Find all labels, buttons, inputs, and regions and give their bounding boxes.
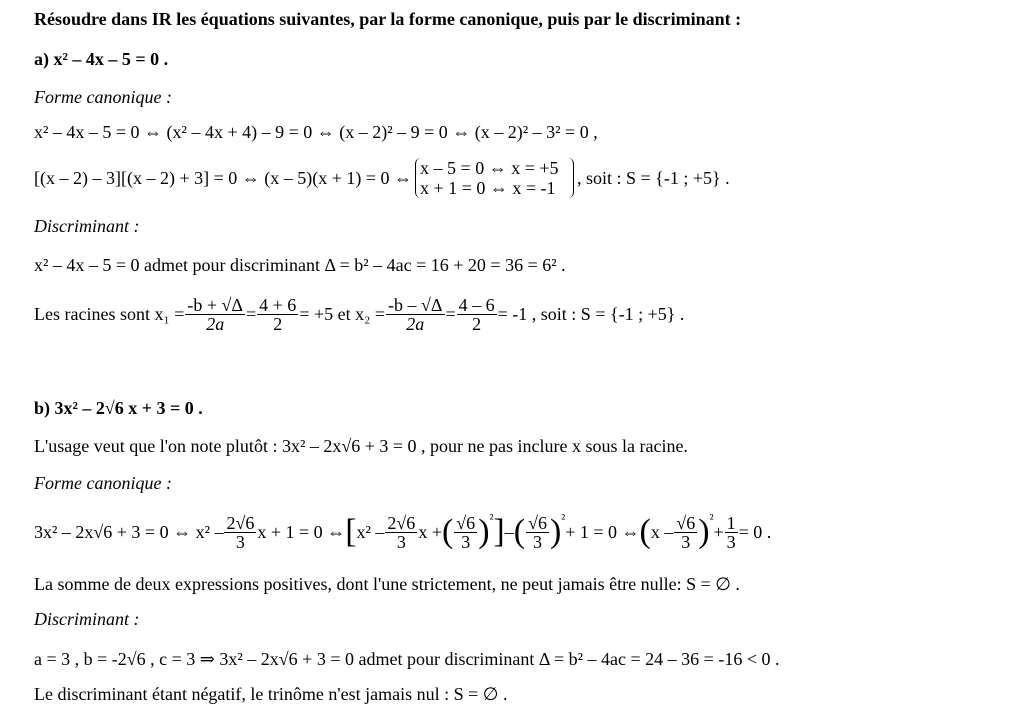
fraction-root2-formula bbox=[386, 296, 444, 333]
part-a-canon-line1: x² – 4x – 5 = 0 ⇔ (x² – 4x + 4) – 9 = 0 ⇔ (x – 2)² – 9 = 0 ⇔ (x – 2)² – 3² = 0 , bbox=[34, 122, 598, 142]
frac-den: 2 bbox=[472, 313, 482, 334]
frac-num: √6 bbox=[528, 512, 547, 533]
eq-part-g: x – bbox=[650, 522, 674, 542]
frac-den: 2a bbox=[206, 313, 225, 334]
roots-tail: = -1 , soit : S = {-1 ; +5} . bbox=[497, 304, 685, 324]
frac-num: 1 bbox=[726, 512, 736, 533]
part-b-final-line: Le discriminant étant négatif, le trinôme n'est jamais nul : S = ∅ . bbox=[34, 684, 508, 704]
equals-sign: = bbox=[246, 304, 257, 324]
eq-part-f: + 1 = 0 ⇔ bbox=[565, 522, 640, 542]
open-paren: ( bbox=[441, 513, 454, 550]
frac-num: √6 bbox=[456, 512, 476, 533]
frac-den: 3 bbox=[681, 531, 691, 552]
frac-den: 3 bbox=[461, 531, 471, 552]
part-a-canon-label: Forme canonique : bbox=[34, 87, 172, 107]
square-exponent: ² bbox=[561, 511, 566, 526]
part-a-canon-line2 bbox=[34, 156, 730, 200]
system-right-brace bbox=[565, 158, 575, 198]
fraction-1-over-3 bbox=[725, 514, 738, 551]
eq-part-d: x + bbox=[418, 522, 442, 542]
canon-line2-tail: , soit : S = {-1 ; +5} . bbox=[577, 168, 730, 188]
close-paren: ) bbox=[549, 513, 562, 550]
roots-mid: = +5 et x₂ = bbox=[299, 304, 386, 324]
part-b-canon-equation bbox=[34, 508, 771, 556]
frac-den: 3 bbox=[726, 531, 736, 552]
part-a-disc-label: Discriminant : bbox=[34, 216, 140, 236]
canon-line2-lead: [(x – 2) – 3][(x – 2) + 3] = 0 ⇔ (x – 5)(x + 1) = 0 ⇔ bbox=[34, 168, 413, 188]
frac-num: -b – √Δ bbox=[388, 294, 443, 315]
eq-part-e: – bbox=[504, 522, 514, 542]
equals-sign: = bbox=[445, 304, 456, 324]
frac-den: 2a bbox=[406, 313, 425, 334]
open-paren: ( bbox=[513, 513, 526, 550]
fraction-root1-formula bbox=[185, 296, 245, 333]
frac-num: 4 + 6 bbox=[259, 294, 297, 315]
frac-den: 3 bbox=[533, 531, 543, 552]
part-b-disc-label: Discriminant : bbox=[34, 609, 140, 629]
frac-den: 3 bbox=[396, 531, 406, 552]
part-b-heading: b) 3x² – 2√6 x + 3 = 0 . bbox=[34, 398, 203, 418]
open-paren: ( bbox=[639, 513, 651, 550]
frac-den: 2 bbox=[273, 313, 283, 334]
part-b-disc-line: a = 3 , b = -2√6 , c = 3 ⇒ 3x² – 2x√6 + 3 = 0 admet pour discriminant Δ = b² – 4ac = 24 – 36 = -16 < 0 . bbox=[34, 649, 780, 669]
frac-den: 3 bbox=[235, 531, 245, 552]
part-a-heading: a) x² – 4x – 5 = 0 . bbox=[34, 49, 169, 69]
roots-lead: Les racines sont x₁ = bbox=[34, 304, 185, 324]
fraction-2sqrt6-over-3 bbox=[224, 514, 256, 551]
eq-part-h: + bbox=[713, 522, 724, 542]
square-exponent: ² bbox=[489, 511, 494, 526]
eq-part-b: x + 1 = 0 ⇔ bbox=[257, 522, 346, 542]
fraction-sqrt6-over-3 bbox=[674, 514, 697, 551]
part-a-disc-line: x² – 4x – 5 = 0 admet pour discriminant Δ = b² – 4ac = 16 + 20 = 36 = 6² . bbox=[34, 255, 566, 275]
open-bracket: [ bbox=[345, 513, 357, 550]
fraction-root1-value bbox=[257, 296, 298, 333]
exercise-title: Résoudre dans IR les équations suivantes, par la forme canonique, puis par le discriminant : bbox=[34, 9, 742, 29]
system-row-2: x + 1 = 0 ⇔ x = -1 bbox=[420, 178, 556, 198]
system-row-1: x – 5 = 0 ⇔ x = +5 bbox=[420, 158, 559, 178]
part-b-somme-line: La somme de deux expressions positives, dont l'une strictement, ne peut jamais être nulle: S = ∅ . bbox=[34, 574, 740, 594]
frac-num: 4 – 6 bbox=[458, 294, 495, 315]
eq-part-i: = 0 . bbox=[738, 522, 772, 542]
eq-part-c: x² – bbox=[356, 522, 385, 542]
part-b-canon-label: Forme canonique : bbox=[34, 473, 172, 493]
fraction-2sqrt6-over-3 bbox=[385, 514, 417, 551]
close-paren: ) bbox=[698, 513, 710, 550]
close-bracket: ] bbox=[493, 513, 505, 550]
fraction-root2-value bbox=[457, 296, 497, 333]
square-exponent: ² bbox=[709, 511, 714, 526]
frac-num: -b + √Δ bbox=[187, 294, 243, 315]
frac-num: 2√6 bbox=[387, 512, 416, 533]
part-b-usage-line: L'usage veut que l'on note plutôt : 3x² – 2x√6 + 3 = 0 , pour ne pas inclure x sous la racine. bbox=[34, 436, 688, 456]
close-paren: ) bbox=[478, 513, 490, 550]
frac-num: √6 bbox=[676, 512, 696, 533]
part-a-roots-line bbox=[34, 292, 684, 336]
fraction-sqrt6-over-3 bbox=[526, 514, 549, 551]
system-left-brace bbox=[415, 158, 558, 198]
frac-num: 2√6 bbox=[226, 512, 255, 533]
fraction-sqrt6-over-3 bbox=[454, 514, 477, 551]
eq-part-a: 3x² – 2x√6 + 3 = 0 ⇔ x² – bbox=[34, 522, 224, 542]
